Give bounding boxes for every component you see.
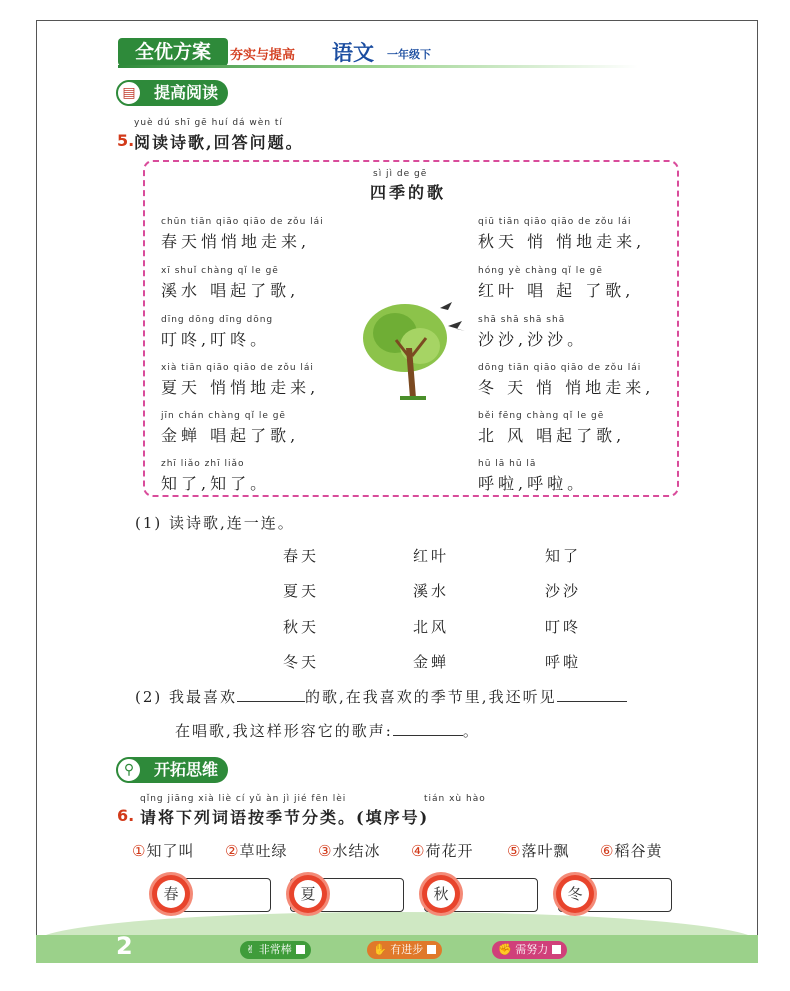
q6-option-6-num: ⑥ [600,842,615,860]
poem-left-pinyin-2: xī shuǐ chàng qǐ le gē [161,266,279,276]
badge-effort-label: 需努力 [515,943,549,956]
poem-title: 四季的歌 [370,183,447,202]
q5-sub2-line2 [175,720,480,741]
badge-progress-checkbox[interactable] [427,945,436,954]
q5-sub2-text-c: 在唱歌,我这样形容它的歌声: [175,722,393,740]
q6-option-1-text: 知了叫 [146,842,195,860]
grade-label: 一年级下 [387,48,431,61]
q6-pinyin: qǐng jiāng xià liè cí yǔ àn jì jié fēn lèi [140,794,347,804]
summer-label: 夏 [294,880,322,908]
winter-label: 冬 [561,880,589,908]
q5-sub1: (1) 读诗歌,连一连。 [135,514,295,532]
poem-right-pinyin-1: qiū tiān qiāo qiāo de zǒu lái [478,217,632,227]
poem-right-pinyin-6: hū lā hū lā [478,459,537,469]
match-left-1[interactable]: 春天 [283,547,320,565]
spring-flower-label [152,875,190,913]
book-icon: ▤ [116,80,142,106]
poem-left-pinyin-1: chūn tiān qiāo qiāo de zǒu lái [161,217,324,227]
heard-blank[interactable] [557,701,627,702]
poem-right-line-4: 冬 天 悄 悄地走来, [478,378,655,397]
q6-option-6-text: 稻谷黄 [614,842,663,860]
q5-question: 阅读诗歌,回答问题。 [134,133,304,152]
poem-left-line-5: 金蝉 唱起了歌, [161,426,300,445]
poem-left-line-6: 知了,知了。 [161,474,271,493]
q6-pinyin-2: tián xù hào [424,794,486,804]
poem-right-line-5: 北 风 唱起了歌, [478,426,626,445]
poem-left-pinyin-5: jīn chán chàng qǐ le gē [161,411,286,421]
header-divider [118,65,638,68]
q6-option-2 [225,840,287,861]
match-left-2[interactable]: 夏天 [283,582,320,600]
q6-question: 请将下列词语按季节分类。(填序号) [140,808,430,827]
subject-title: 语文 [332,41,374,65]
q6-option-1 [132,840,194,861]
poem-left-pinyin-3: dīng dōng dīng dōng [161,315,274,325]
section-thinking-title: 开拓思维 [154,760,219,779]
poem-left-line-1: 春天悄悄地走来, [161,232,311,251]
favorite-season-blank[interactable] [237,701,305,702]
poem-right-pinyin-3: shā shā shā shā [478,315,566,325]
q6-option-3 [318,840,380,861]
describe-blank[interactable] [393,735,463,736]
badge-great-label: 非常棒 [258,943,292,956]
poem-left-pinyin-4: xià tiān qiāo qiāo de zǒu lái [161,363,314,373]
poem-right-pinyin-4: dōng tiān qiāo qiāo de zǒu lái [478,363,642,373]
badge-effort[interactable]: ✊ 需努力 [492,941,567,959]
q6-option-4 [411,840,473,861]
poem-left-line-2: 溪水 唱起了歌, [161,281,300,300]
spring-label: 春 [157,880,185,908]
match-right-1[interactable]: 知了 [545,547,582,565]
series-banner: 全优方案 [118,38,228,66]
match-left-4[interactable]: 冬天 [283,653,320,671]
poem-right-line-3: 沙沙,沙沙。 [478,330,588,349]
badge-progress[interactable]: ✋ 有进步 [367,941,442,959]
poem-left-pinyin-6: zhī liǎo zhī liǎo [161,459,245,469]
match-right-3[interactable]: 叮咚 [545,618,582,636]
q6-option-6 [600,840,662,861]
match-mid-4[interactable]: 金蝉 [413,653,450,671]
q5-sub2-text-a: (2) 我最喜欢 [135,688,238,706]
q5-pinyin: yuè dú shī gē huí dá wèn tí [134,118,283,128]
match-mid-3[interactable]: 北风 [413,618,450,636]
match-left-3[interactable]: 秋天 [283,618,320,636]
poem-right-line-6: 呼啦,呼啦。 [478,474,588,493]
section-reading-title: 提高阅读 [154,83,219,102]
winter-flower-label [556,875,594,913]
badge-great-checkbox[interactable] [296,945,305,954]
q6-option-2-text: 草吐绿 [239,842,288,860]
page-number: 2 [116,932,133,960]
poem-left-line-4: 夏天 悄悄地走来, [161,378,320,397]
poem-right-pinyin-2: hóng yè chàng qǐ le gē [478,266,603,276]
poem-left-line-3: 叮咚,叮咚。 [161,330,271,349]
q6-option-5-num: ⑤ [507,842,522,860]
match-right-2[interactable]: 沙沙 [545,582,582,600]
poem-right-pinyin-5: běi fēng chàng qǐ le gē [478,411,605,421]
badge-progress-label: 有进步 [390,943,424,956]
q6-option-5-text: 落叶飘 [521,842,570,860]
poem-right-line-2: 红叶 唱 起 了歌, [478,281,635,300]
q5-sub2-text-d: 。 [462,722,480,740]
match-right-4[interactable]: 呼啦 [545,653,582,671]
q5-sub2-line1 [135,686,627,707]
magnifier-icon: ⚲ [116,757,142,783]
q6-option-1-num: ① [132,842,147,860]
badge-effort-checkbox[interactable] [552,945,561,954]
q5-number: 5. [117,131,135,150]
q6-option-3-num: ③ [318,842,333,860]
poem-title-pinyin: sì jì de gē [373,169,428,179]
q6-option-4-text: 荷花开 [425,842,474,860]
q6-option-4-num: ④ [411,842,426,860]
autumn-label: 秋 [427,880,455,908]
match-mid-1[interactable]: 红叶 [413,547,450,565]
q5-sub2-text-b: 的歌,在我喜欢的季节里,我还听见 [305,688,557,706]
series-subtitle: 夯实与提高 [230,48,296,63]
willow-tree-illustration [360,298,475,408]
badge-great[interactable]: ✌ 非常棒 [240,941,311,959]
poem-right-line-1: 秋天 悄 悄地走来, [478,232,646,251]
match-mid-2[interactable]: 溪水 [413,582,450,600]
q6-option-2-num: ② [225,842,240,860]
q6-option-5 [507,840,569,861]
autumn-flower-label [422,875,460,913]
summer-flower-label [289,875,327,913]
q6-option-3-text: 水结冰 [332,842,381,860]
q6-number: 6. [117,806,135,825]
